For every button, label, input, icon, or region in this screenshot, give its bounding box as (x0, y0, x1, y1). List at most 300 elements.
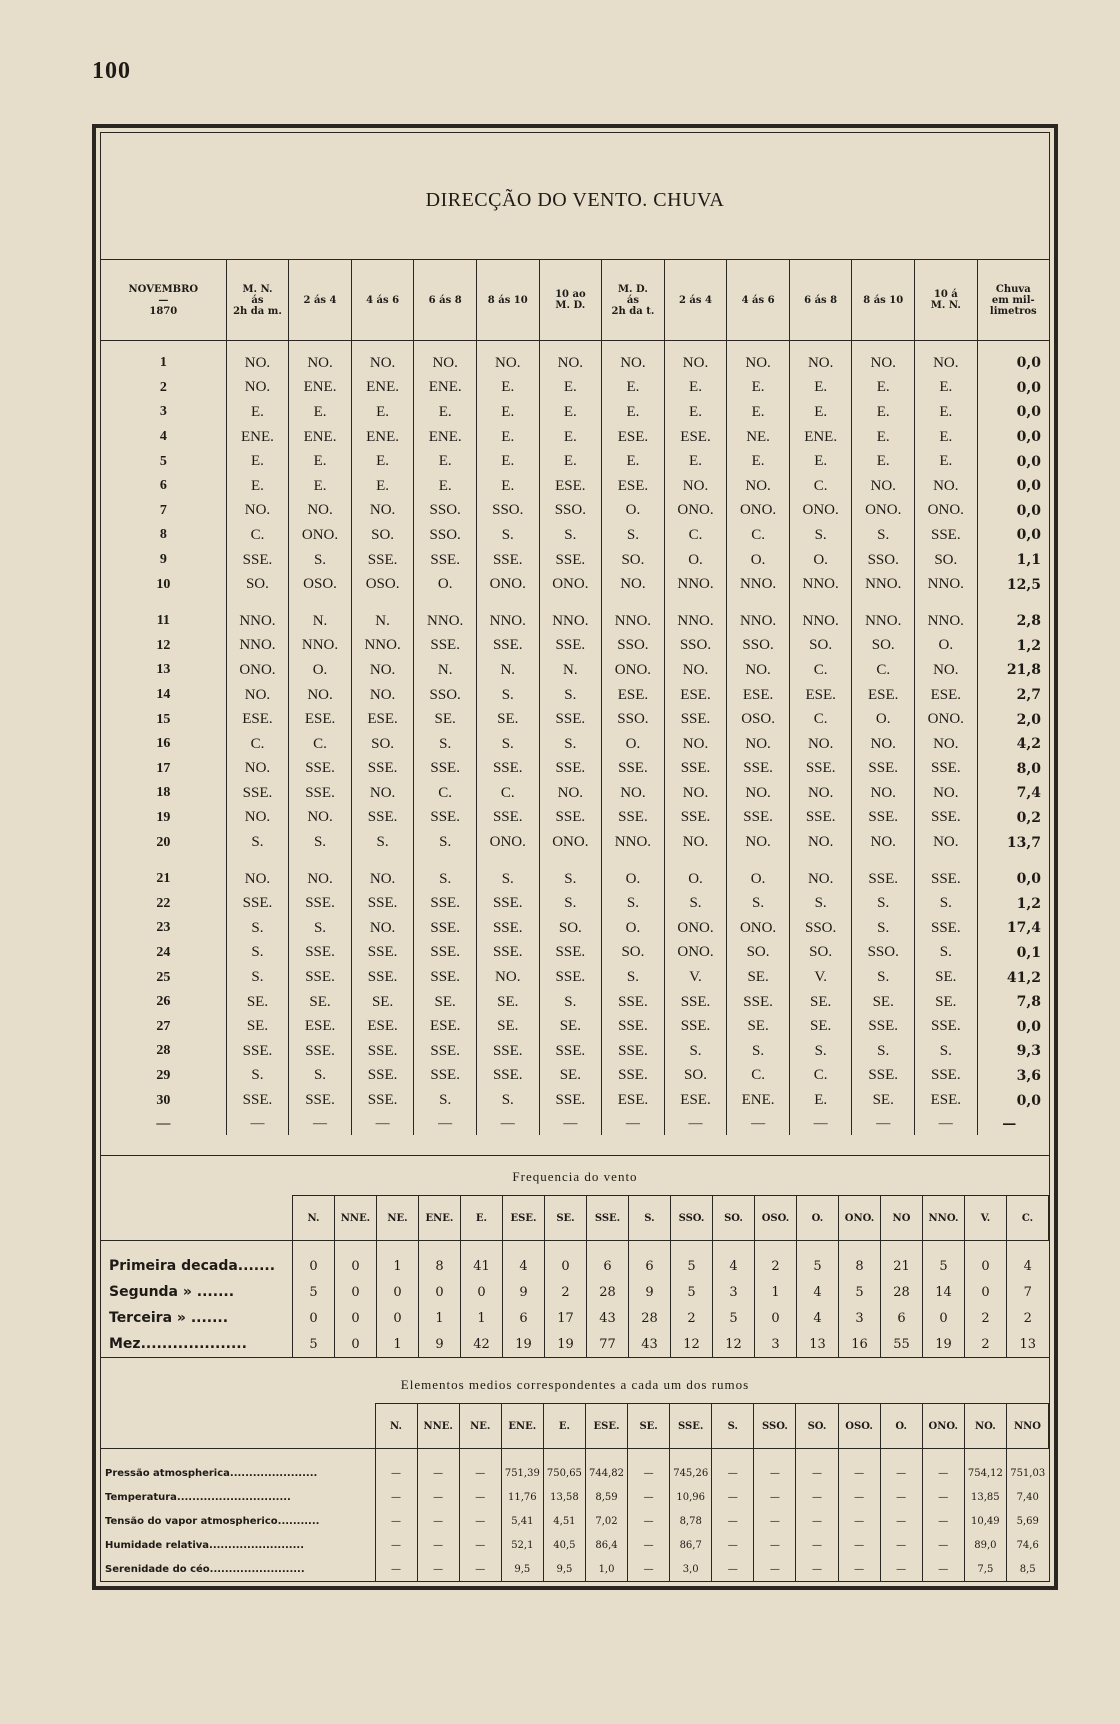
wind-cell: S. (476, 683, 539, 708)
wind-cell: SSE. (226, 891, 289, 916)
table-row (101, 806, 1049, 831)
spacer-cell (712, 1449, 754, 1462)
frequency-cell: 28 (628, 1305, 670, 1331)
elements-cell: — (796, 1509, 838, 1533)
wind-cell: NO. (915, 351, 978, 376)
day-cell: 5 (159, 453, 167, 469)
spacer-cell (476, 341, 539, 352)
wind-cell: NO. (664, 732, 727, 757)
frequency-cell: 9 (628, 1279, 670, 1305)
table-row (101, 732, 1049, 757)
day-cell: 19 (156, 809, 171, 825)
wind-cell: SO. (664, 1064, 727, 1089)
frequency-cell: 4 (712, 1253, 754, 1279)
wind-cell: SSE. (915, 523, 978, 548)
elements-cell: — (922, 1509, 964, 1533)
day-cell: 17 (156, 760, 171, 776)
wind-cell: SSE. (539, 965, 602, 990)
elements-header: NNO (1006, 1404, 1048, 1449)
rain-cell: 9,3 (977, 1039, 1049, 1064)
frequency-cell: 5 (712, 1305, 754, 1331)
wind-cell: NO. (664, 658, 727, 683)
spacer-cell (664, 855, 727, 867)
wind-cell: SE. (476, 1014, 539, 1039)
frequency-title: Frequencia do vento (512, 1169, 638, 1184)
spacer-cell (880, 1449, 922, 1462)
wind-cell: ESE. (664, 683, 727, 708)
wind-direction-table (101, 259, 1049, 1135)
day-cell: 1 (159, 355, 167, 371)
wind-cell: SSE. (727, 757, 790, 782)
wind-cell: NO. (226, 376, 289, 401)
frequency-label: Segunda » ....... (109, 1284, 235, 1300)
wind-cell: SO. (789, 941, 852, 966)
rain-cell: 0,0 (977, 425, 1049, 450)
frequency-cell: 1 (376, 1253, 418, 1279)
wind-cell: ONO. (789, 499, 852, 524)
wind-cell: E. (539, 449, 602, 474)
wind-cell: NNO. (602, 609, 665, 634)
elements-cell: — (796, 1485, 838, 1509)
frequency-cell: 17 (544, 1305, 586, 1331)
table-row (101, 1014, 1049, 1039)
spacer-cell (602, 597, 665, 609)
spacer-cell (789, 597, 852, 609)
wind-cell: NO. (476, 965, 539, 990)
spacer-cell (101, 855, 226, 867)
wind-cell: S. (602, 891, 665, 916)
dash-row (101, 1113, 1049, 1135)
wind-cell: SSE. (915, 757, 978, 782)
wind-cell: O. (727, 548, 790, 573)
wind-cell: SSE. (414, 1039, 477, 1064)
wind-cell: NO. (664, 830, 727, 855)
rain-cell: 0,0 (977, 523, 1049, 548)
frequency-cell: 0 (754, 1305, 796, 1331)
day-cell: 8 (159, 527, 167, 543)
spacer-cell (289, 855, 352, 867)
wind-cell: C. (789, 474, 852, 499)
frequency-header: NNE. (334, 1196, 376, 1241)
wind-cell: E. (414, 449, 477, 474)
wind-cell: SSE. (351, 941, 414, 966)
frequency-header: E. (460, 1196, 502, 1241)
spacer-cell (922, 1241, 964, 1254)
elements-cell: — (838, 1557, 880, 1581)
wind-cell: NO. (727, 732, 790, 757)
wind-cell: C. (226, 523, 289, 548)
wind-cell: SE. (852, 1088, 915, 1113)
wind-cell: NO. (915, 830, 978, 855)
spacer-cell (476, 597, 539, 609)
rain-cell: 0,2 (977, 806, 1049, 831)
wind-cell: SSE. (852, 1014, 915, 1039)
wind-cell: E. (602, 400, 665, 425)
elements-cell: 11,76 (501, 1485, 543, 1509)
wind-cell: SSO. (789, 916, 852, 941)
wind-cell: SSE. (289, 757, 352, 782)
wind-cell: S. (351, 830, 414, 855)
frequency-cell: 8 (838, 1253, 880, 1279)
rain-cell: 3,6 (977, 1064, 1049, 1089)
table-row (101, 351, 1049, 376)
wind-cell: O. (414, 572, 477, 597)
wind-cell: SSE. (664, 757, 727, 782)
elements-cell: — (880, 1485, 922, 1509)
table-row (101, 781, 1049, 806)
wind-cell: S. (852, 1039, 915, 1064)
rain-cell: 2,7 (977, 683, 1049, 708)
frequency-cell: 5 (292, 1279, 334, 1305)
spacer-cell (977, 597, 1049, 609)
wind-cell: E. (289, 449, 352, 474)
wind-cell: NO. (664, 781, 727, 806)
elements-cell: — (754, 1533, 796, 1557)
elements-row (101, 1461, 1049, 1485)
wind-cell: SSE. (289, 941, 352, 966)
frequency-cell: 0 (376, 1305, 418, 1331)
wind-cell: E. (727, 400, 790, 425)
column-header: M. N. ás 2h da m. (226, 260, 289, 341)
wind-cell: NO. (789, 867, 852, 892)
wind-cell: SO. (789, 634, 852, 659)
elements-cell: — (375, 1509, 417, 1533)
column-header: 6 ás 8 (789, 260, 852, 341)
elements-cell: 89,0 (964, 1533, 1006, 1557)
wind-cell: SSE. (602, 1064, 665, 1089)
wind-cell: SSE. (351, 806, 414, 831)
column-header: 4 ás 6 (351, 260, 414, 341)
spacer-cell (585, 1449, 627, 1462)
wind-cell: NO. (289, 683, 352, 708)
wind-cell: E. (476, 400, 539, 425)
wind-cell: S. (226, 830, 289, 855)
rain-cell: 0,0 (977, 867, 1049, 892)
frequency-cell: 0 (964, 1279, 1006, 1305)
elements-header: SO. (796, 1404, 838, 1449)
wind-cell: SSE. (476, 1064, 539, 1089)
elements-cell: — (628, 1485, 670, 1509)
wind-cell: NO. (289, 351, 352, 376)
frequency-cell: 19 (502, 1331, 544, 1358)
wind-cell: NNO. (602, 830, 665, 855)
wind-cell: SE. (539, 1014, 602, 1039)
frequency-cell: 4 (502, 1253, 544, 1279)
wind-cell: ONO. (602, 658, 665, 683)
wind-cell: O. (289, 658, 352, 683)
day-cell: 26 (156, 994, 171, 1010)
wind-cell: NO. (727, 781, 790, 806)
wind-cell: SSE. (664, 1014, 727, 1039)
wind-cell: C. (414, 781, 477, 806)
wind-cell: NO. (476, 351, 539, 376)
spacer-cell (334, 1241, 376, 1254)
spacer-cell (712, 1241, 754, 1254)
wind-cell: C. (852, 658, 915, 683)
table-row (101, 634, 1049, 659)
frequency-cell: 13 (1006, 1331, 1048, 1358)
table-row (101, 474, 1049, 499)
wind-cell: ESE. (789, 683, 852, 708)
elements-cell: — (754, 1461, 796, 1485)
elements-cell: — (838, 1485, 880, 1509)
dash-cell: — (414, 1113, 477, 1135)
day-cell: 4 (159, 429, 167, 445)
wind-cell: O. (602, 499, 665, 524)
wind-cell: SO. (852, 634, 915, 659)
frequency-cell: 43 (586, 1305, 628, 1331)
day-cell: 2 (159, 379, 167, 395)
wind-cell: SSE. (226, 1088, 289, 1113)
spacer-cell (670, 1449, 712, 1462)
wind-cell: S. (727, 891, 790, 916)
spacer-cell (351, 855, 414, 867)
rain-cell: 7,8 (977, 990, 1049, 1015)
page-number: 100 (92, 58, 131, 84)
wind-cell: E. (226, 474, 289, 499)
wind-cell: SSE. (852, 806, 915, 831)
elements-cell: — (838, 1533, 880, 1557)
table-row (101, 1064, 1049, 1089)
wind-cell: NO. (351, 781, 414, 806)
frequency-corner (101, 1196, 292, 1241)
wind-cell: E. (852, 425, 915, 450)
wind-cell: C. (289, 732, 352, 757)
frequency-cell: 1 (460, 1305, 502, 1331)
rain-cell: 4,2 (977, 732, 1049, 757)
spacer-cell (852, 855, 915, 867)
wind-cell: ESE. (664, 1088, 727, 1113)
wind-cell: E. (915, 425, 978, 450)
frequency-row (101, 1331, 1049, 1358)
wind-cell: S. (476, 867, 539, 892)
wind-cell: NO. (602, 572, 665, 597)
elements-cell: — (375, 1485, 417, 1509)
wind-cell: S. (226, 941, 289, 966)
wind-cell: NO. (539, 351, 602, 376)
wind-cell: SSE. (226, 548, 289, 573)
day-cell: 20 (156, 834, 171, 850)
wind-cell: NNO. (476, 609, 539, 634)
elements-cell: 8,59 (585, 1485, 627, 1509)
frequency-cell: 2 (964, 1305, 1006, 1331)
wind-cell: SSE. (351, 757, 414, 782)
wind-cell: SSE. (226, 781, 289, 806)
wind-cell: O. (602, 916, 665, 941)
spacer-cell (838, 1241, 880, 1254)
wind-cell: ESE. (915, 1088, 978, 1113)
elements-cell: 8,5 (1006, 1557, 1048, 1581)
wind-cell: SSE. (539, 806, 602, 831)
wind-cell: ESE. (289, 707, 352, 732)
wind-cell: NO. (727, 830, 790, 855)
wind-cell: NO. (226, 683, 289, 708)
frequency-cell: 1 (376, 1331, 418, 1358)
elements-cell: 10,96 (670, 1485, 712, 1509)
wind-cell: SE. (852, 990, 915, 1015)
elements-label: Temperatura.............................. (105, 1491, 291, 1503)
wind-cell: O. (915, 634, 978, 659)
elements-cell: 9,5 (543, 1557, 585, 1581)
wind-cell: SE. (289, 990, 352, 1015)
wind-cell: ENE. (414, 376, 477, 401)
wind-cell: E. (915, 376, 978, 401)
wind-cell: SO. (539, 916, 602, 941)
wind-cell: SSE. (476, 806, 539, 831)
wind-cell: SSE. (852, 1064, 915, 1089)
wind-cell: E. (414, 400, 477, 425)
wind-cell: SSO. (414, 523, 477, 548)
wind-cell: ONO. (727, 916, 790, 941)
elements-cell: — (712, 1461, 754, 1485)
frequency-cell: 5 (796, 1253, 838, 1279)
elements-header: ONO. (922, 1404, 964, 1449)
wind-cell: SSO. (602, 707, 665, 732)
elements-cell: 86,4 (585, 1533, 627, 1557)
elements-cell: — (459, 1509, 501, 1533)
wind-cell: NO. (351, 658, 414, 683)
wind-cell: E. (727, 449, 790, 474)
column-header: NOVEMBRO — 1870 (101, 260, 226, 341)
wind-cell: SSE. (289, 1088, 352, 1113)
spacer-cell (292, 1241, 334, 1254)
dash-cell: — (226, 1113, 289, 1135)
wind-cell: C. (727, 523, 790, 548)
frequency-cell: 5 (670, 1279, 712, 1305)
dash-cell: — (156, 1115, 171, 1131)
elements-cell: 4,51 (543, 1509, 585, 1533)
wind-cell: SSE. (539, 707, 602, 732)
elements-cell: — (796, 1461, 838, 1485)
wind-cell: SSE. (351, 891, 414, 916)
wind-cell: ONO. (226, 658, 289, 683)
wind-cell: SSE. (789, 757, 852, 782)
wind-cell: SSE. (414, 916, 477, 941)
wind-cell: S. (289, 916, 352, 941)
wind-cell: ONO. (915, 499, 978, 524)
wind-cell: NO. (915, 781, 978, 806)
wind-cell: S. (226, 1064, 289, 1089)
spacer-cell (414, 341, 477, 352)
wind-cell: SSE. (852, 867, 915, 892)
frequency-cell: 2 (754, 1253, 796, 1279)
spacer-cell (351, 341, 414, 352)
wind-cell: SE. (476, 990, 539, 1015)
spacer-cell (418, 1241, 460, 1254)
wind-cell: S. (852, 965, 915, 990)
frequency-header: S. (628, 1196, 670, 1241)
spacer-cell (101, 597, 226, 609)
wind-cell: S. (664, 1039, 727, 1064)
wind-cell: ENE. (414, 425, 477, 450)
elements-cell: 74,6 (1006, 1533, 1048, 1557)
elements-cell: — (417, 1533, 459, 1557)
wind-cell: C. (226, 732, 289, 757)
wind-cell: SE. (226, 990, 289, 1015)
wind-cell: S. (852, 916, 915, 941)
column-header: 10 á M. N. (915, 260, 978, 341)
wind-cell: ESE. (289, 1014, 352, 1039)
spacer-row (101, 855, 1049, 867)
spacer-cell (586, 1241, 628, 1254)
elements-cell: — (880, 1557, 922, 1581)
elements-cell: — (417, 1461, 459, 1485)
wind-cell: O. (852, 707, 915, 732)
wind-cell: C. (789, 1064, 852, 1089)
rain-cell: 0,0 (977, 474, 1049, 499)
day-cell: 22 (156, 895, 171, 911)
wind-cell: SSE. (414, 634, 477, 659)
wind-cell: NO. (789, 732, 852, 757)
wind-cell: SE. (476, 707, 539, 732)
frequency-cell: 4 (796, 1279, 838, 1305)
spacer-cell (539, 341, 602, 352)
wind-cell: NNO. (664, 572, 727, 597)
wind-cell: C. (789, 707, 852, 732)
wind-cell: E. (852, 400, 915, 425)
wind-cell: N. (476, 658, 539, 683)
wind-cell: SSE. (351, 1088, 414, 1113)
wind-cell: SSE. (915, 1014, 978, 1039)
wind-cell: NO. (351, 867, 414, 892)
wind-cell: SSE. (664, 990, 727, 1015)
frequency-cell: 9 (502, 1279, 544, 1305)
wind-cell: SSE. (852, 757, 915, 782)
wind-cell: SSE. (602, 806, 665, 831)
wind-cell: NO. (226, 867, 289, 892)
wind-cell: SSE. (226, 1039, 289, 1064)
wind-cell: SSO. (414, 499, 477, 524)
elements-cell: 7,02 (585, 1509, 627, 1533)
spacer-cell (964, 1241, 1006, 1254)
frequency-table (101, 1195, 1049, 1358)
spacer-cell (539, 855, 602, 867)
wind-cell: ONO. (727, 499, 790, 524)
spacer-cell (501, 1449, 543, 1462)
wind-cell: S. (664, 891, 727, 916)
wind-cell: ESE. (602, 683, 665, 708)
wind-cell: NO. (852, 474, 915, 499)
wind-cell: SO. (727, 941, 790, 966)
rain-cell: 0,0 (977, 351, 1049, 376)
frequency-cell: 55 (880, 1331, 922, 1358)
wind-cell: S. (915, 1039, 978, 1064)
wind-cell: ESE. (664, 425, 727, 450)
frequency-cell: 5 (838, 1279, 880, 1305)
elements-cell: 751,39 (501, 1461, 543, 1485)
frequency-header: SSO. (670, 1196, 712, 1241)
wind-cell: S. (414, 867, 477, 892)
column-header: 8 ás 10 (476, 260, 539, 341)
wind-cell: O. (727, 867, 790, 892)
table-row (101, 830, 1049, 855)
column-header: 4 ás 6 (727, 260, 790, 341)
elements-cell: — (459, 1485, 501, 1509)
wind-cell: SSE. (414, 806, 477, 831)
wind-cell: SO. (602, 548, 665, 573)
wind-cell: SSE. (476, 548, 539, 573)
wind-cell: O. (789, 548, 852, 573)
wind-cell: NO. (539, 781, 602, 806)
elements-cell: 7,5 (964, 1557, 1006, 1581)
spacer-cell (544, 1241, 586, 1254)
wind-cell: N. (289, 609, 352, 634)
frequency-cell: 0 (334, 1305, 376, 1331)
wind-cell: SSE. (727, 990, 790, 1015)
elements-cell: — (754, 1509, 796, 1533)
wind-cell: E. (351, 400, 414, 425)
wind-cell: E. (226, 449, 289, 474)
